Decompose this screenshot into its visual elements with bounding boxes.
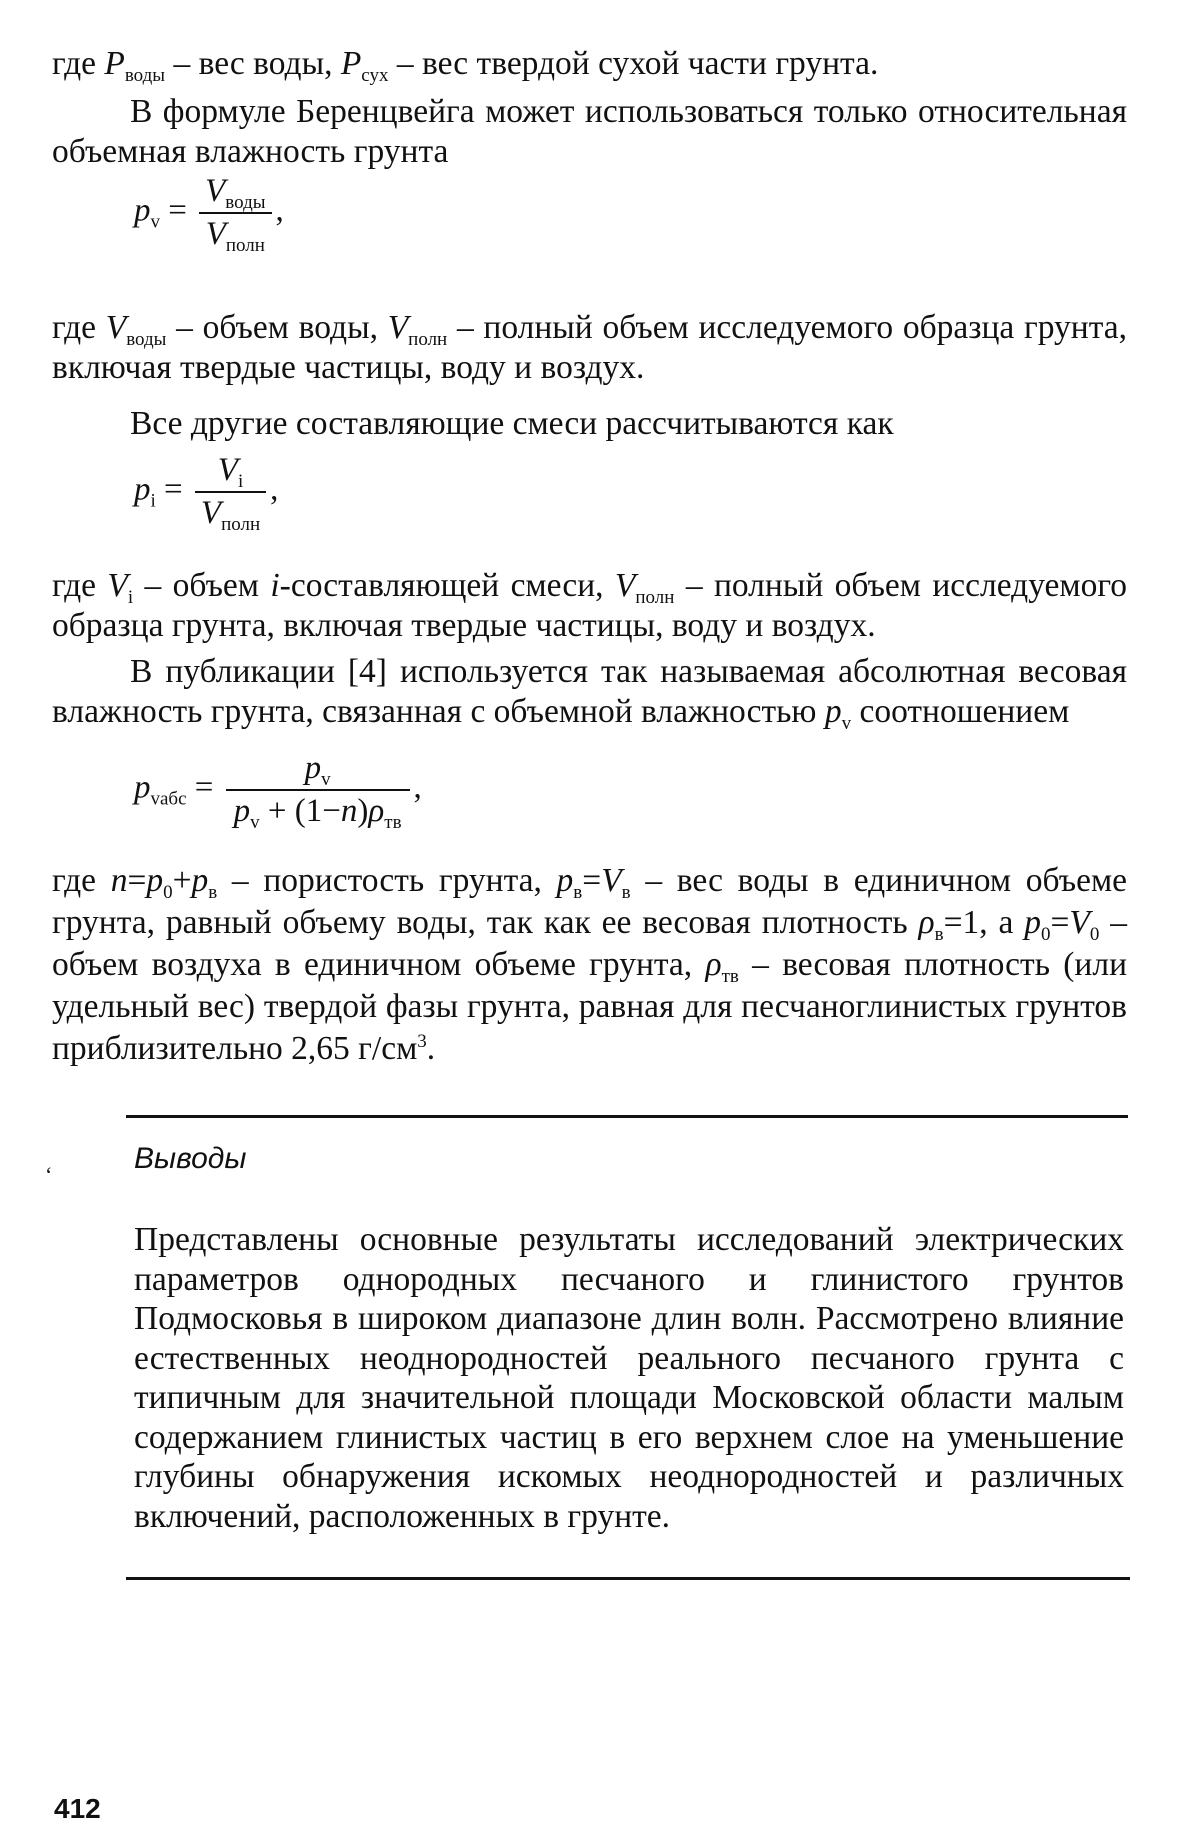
symbol-rho: ρ [705,946,722,983]
fraction-absolute [226,750,410,833]
subscript-i: i [150,490,156,512]
subscript-poln: полн [408,329,448,350]
conclusions-heading: Выводы [134,1142,247,1175]
symbol-V: V [614,567,636,604]
equals-sign: = [164,471,183,508]
text-relation: соотношением [859,693,1070,730]
paragraph-water-volume [52,308,1127,388]
formula-component-fraction [134,452,279,535]
subscript-poln: полн [225,235,265,256]
subscript-vody: воды [124,65,166,86]
paren-open: ( [294,793,306,829]
comma: , [275,192,284,229]
symbol-rho: ρ [368,793,385,829]
symbol-V: V [601,862,622,899]
subscript-vody: воды [126,329,167,350]
digit-one: 1 [305,793,323,829]
text-publication: В публикации [4] используется так называемая абсолютная весовая влажность грунта, связанная с объемной влажностью [52,653,1127,730]
paragraph-publication [52,652,1127,732]
minus-sign: − [322,793,341,829]
superscript-cube: 3 [417,1031,427,1052]
symbol-p: p [134,769,151,806]
equals-sign: = [943,904,963,941]
paragraph-component-volume [52,566,1127,646]
text-component-mix: -составляющей смеси, [279,567,604,604]
symbol-V: V [387,309,409,346]
subscript-v: v [841,713,852,734]
symbol-n: n [110,862,128,899]
equals-sign: = [194,769,214,806]
digit-one: 1 [962,904,980,941]
symbol-rho: ρ [918,904,935,941]
paragraph-weights [52,44,1127,84]
conclusions-text: Представлены основные результаты исследований электрических параметров однородных песчаного и глинистого грунтов Подмосковья в широком диапазоне длин волн. Рассмотрено влияние естественных неоднородностей реального песчаного грунта с типичным для значительной площади Московской области малым содержанием глинистых частиц в его верхнем слое на уменьшение глубины обнаружения искомых неоднородностей и различных включений, расположенных в грунте. [134,1221,1124,1535]
subscript-poln: полн [635,587,675,608]
subscript-v-water: в [573,882,583,903]
formula-absolute-moisture [134,750,422,833]
paragraph-porosity [52,860,1127,1070]
subscript-i: i [127,587,134,608]
equals-sign: = [1050,904,1070,941]
text-density: – весовая плотность (или удельный вес) твердой фазы грунта, равная для песчаноглинистых грунтов приблизительно 2,65 г/см [52,946,1127,1067]
subscript-v-water: в [934,924,944,945]
text-unit-water-weight: – вес воды в единичном объеме грунта, равный объему воды, так как ее весовая плотность [52,862,1128,941]
text-water-volume: – объем воды, [176,309,378,346]
symbol-p: p [134,192,151,229]
subscript-v: v [250,812,260,833]
plus-sign: + [267,793,287,829]
text-air-volume: – объем воздуха в единичном объеме грунта, [52,904,1128,983]
word-gde: где [52,45,96,82]
subscript-vody: воды [225,192,266,213]
symbol-p: p [191,862,209,899]
paragraph-other-components: Все другие составляющие смеси рассчитываются как [130,405,894,442]
comma: , [413,769,422,806]
symbol-p: p [304,750,322,786]
bottom-rule [126,1577,1130,1580]
subscript-0: 0 [1089,924,1100,945]
denominator [195,491,266,535]
text-and: , а [979,904,1014,941]
text-dry-weight: – вес твердой сухой части грунта. [396,45,879,82]
symbol-p: p [233,793,251,829]
symbol-p: p [134,471,151,508]
equals-sign: = [582,862,602,899]
symbol-p: p [1024,904,1042,941]
text-volume-of: – объем [144,567,259,604]
word-gde: где [52,309,96,346]
symbol-p: p [556,862,574,899]
symbol-n: n [340,793,358,829]
subscript-tv: тв [384,812,402,833]
subscript-vabs: vабс [150,788,187,810]
subscript-poln: полн [221,514,261,535]
fraction-component [195,452,266,535]
margin-mark: ‘ [45,1162,53,1187]
numerator [195,452,266,491]
symbol-V: V [217,452,238,488]
symbol-V: V [105,309,127,346]
paragraph-berentsveig: В формуле Беренцвейга может использоваться только относительная объемная влажность грунта [52,93,1127,170]
symbol-P-dry: P [340,45,362,82]
subscript-0: 0 [163,882,173,903]
word-gde: где [52,567,96,604]
formula-volumetric-moisture [134,173,284,256]
text-full-volume: – полный объем исследуемого образца грунта, включая твердые частицы, воду и воздух. [52,567,1127,644]
period: . [426,1030,436,1067]
denominator [226,789,410,833]
subscript-i: i [237,471,244,492]
word-gde: где [52,862,96,899]
denominator [199,212,271,256]
symbol-p: p [146,862,164,899]
equals-sign: = [127,862,147,899]
symbol-V: V [107,567,128,604]
top-rule [126,1115,1128,1118]
numerator [199,173,271,212]
paren-close: ) [357,793,369,829]
symbol-P-water: P [104,45,125,82]
plus-sign: + [172,862,192,899]
symbol-p: p [824,693,842,730]
subscript-v: v [321,769,331,790]
symbol-V: V [205,173,226,209]
symbol-i: i [270,567,280,604]
subscript-0: 0 [1041,924,1051,945]
symbol-V: V [200,495,222,531]
symbol-V: V [205,216,226,252]
numerator [226,750,410,789]
subscript-v-water: в [621,882,631,903]
fraction-volume [199,173,271,256]
subscript-tv: тв [721,966,739,987]
text-porosity: – пористость грунта, [231,862,542,899]
subscript-sukh: сух [361,65,389,86]
subscript-v-water: в [208,882,218,903]
subscript-v: v [150,211,160,233]
page-number: 412 [54,1793,101,1824]
text-water-weight: – вес воды, [173,45,333,82]
equals-sign: = [168,192,187,229]
symbol-V: V [1069,904,1090,941]
comma: , [270,471,279,508]
text-full-volume: – полный объем исследуемого образца грунта, включая твердые частицы, воду и воздух. [52,309,1128,386]
